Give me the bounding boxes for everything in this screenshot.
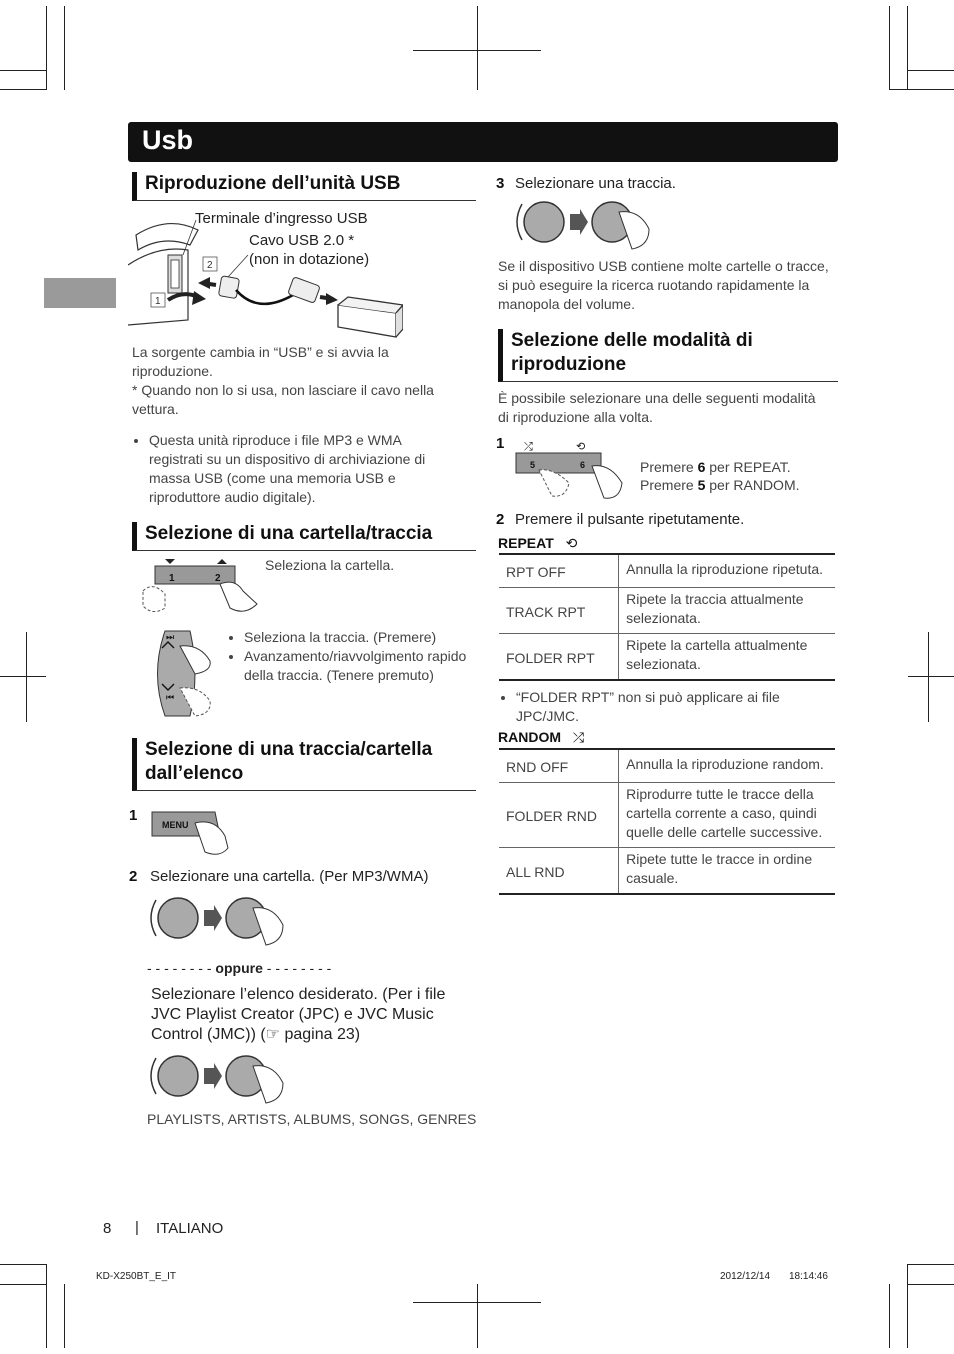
track-step-3-text: Selezionare una traccia.: [515, 175, 676, 192]
knob-rotate-press-illustration-3: [514, 194, 659, 252]
heading-folder-track: Selezione di una cartella/traccia: [132, 522, 476, 551]
source-change-text: La sorgente cambia in “USB” e si avvia la riproduzione.: [132, 344, 389, 379]
crop-mark: [908, 676, 954, 677]
folder-select-text: Seleziona la cartella.: [265, 557, 395, 573]
folder-buttons-illustration: [135, 556, 265, 616]
usb-terminal-label: Terminale d’ingresso USB: [195, 210, 368, 227]
print-date: 2012/12/14: [720, 1271, 771, 1282]
crop-mark: [413, 1302, 541, 1303]
table-row: FOLDER RND Riprodurre tutte le tracce della cartella corrente a caso, quindi quelle delle cartelle successive.: [499, 783, 835, 848]
svg-text:1: 1: [155, 296, 161, 307]
modes-step-2-text: Premere il pulsante ripetutamente.: [515, 511, 745, 528]
preset-buttons-illustration: [514, 438, 634, 500]
folder-button-1: 1: [169, 573, 175, 584]
crop-mark: [889, 1284, 890, 1348]
crop-mark: [0, 1284, 46, 1285]
footer-separator: |: [135, 1219, 139, 1236]
track-bullets: • Seleziona la traccia. (Premere) • Avanzamento/riavvolgimento rapido della traccia. (Tenere premuto): [228, 628, 468, 685]
usb-cable-note: (non in dotazione): [249, 251, 370, 268]
list-select-text: Selezionare l’elenco desiderato. (Per i file JVC Playlist Creator (JPC) e JVC Music Control (JMC)) (☞ pagina 23): [151, 986, 446, 1043]
crop-mark: [907, 6, 908, 90]
crop-mark: [889, 89, 954, 90]
preset-button-5: 5: [530, 460, 536, 470]
track-search-note: Se il dispositivo USB contiene molte cartelle o tracce, si può eseguire la ricerca ruotando rapidamente la manopola del volume.: [498, 258, 829, 312]
repeat-heading: REPEAT ⟲: [498, 535, 578, 552]
repeat-icon: ⟲: [565, 536, 578, 552]
table-row: ALL RND Ripete tutte le tracce in ordine casuale.: [499, 848, 835, 895]
model-code: KD-X250BT_E_IT: [96, 1271, 177, 1282]
footer-language: ITALIANO: [156, 1220, 224, 1237]
crop-mark: [0, 676, 46, 677]
track-step-3: 3: [496, 175, 505, 192]
repeat-mode-table: [499, 553, 835, 681]
table-row: FOLDER RPT Ripete la cartella attualmente selezionata.: [499, 634, 835, 681]
modes-intro: È possibile selezionare una delle seguenti modalità di riproduzione alla volta.: [498, 390, 816, 425]
list-step-1: 1: [129, 807, 138, 824]
crop-mark: [928, 632, 929, 722]
crop-mark: [907, 1264, 954, 1265]
random-heading: RANDOM ⤮: [498, 729, 585, 746]
heading-list-select: Selezione di una traccia/cartella dall’elenco: [132, 738, 476, 791]
page-title: Usb: [142, 125, 194, 155]
table-row: RPT OFF Annulla la riproduzione ripetuta.: [499, 554, 835, 588]
random-mode-table: [499, 748, 835, 895]
modes-step-1: 1: [496, 435, 505, 452]
track-rocker-illustration: [150, 626, 225, 721]
table-row: RND OFF Annulla la riproduzione random.: [499, 749, 835, 783]
crop-mark: [889, 6, 890, 90]
list-step-2-text: Selezionare una cartella. (Per MP3/WMA): [150, 868, 429, 885]
page-number: 8: [103, 1220, 112, 1237]
list-categories: PLAYLISTS, ARTISTS, ALBUMS, SONGS, GENRES: [147, 1111, 477, 1127]
press-5-instruction: Premere 5 per RANDOM.: [640, 477, 800, 493]
crop-mark: [907, 70, 954, 71]
print-time: 18:14:46: [789, 1271, 828, 1282]
crop-mark: [0, 89, 46, 90]
heading-usb-playback: Riproduzione dell’unità USB: [132, 172, 476, 201]
footnote-cable: * Quando non lo si usa, non lasciare il cavo nella vettura.: [132, 382, 434, 417]
crop-mark: [46, 6, 47, 90]
crop-mark: [64, 6, 65, 90]
folder-rpt-note: • “FOLDER RPT” non si può applicare ai file JPC/JMC.: [500, 688, 830, 726]
crop-mark: [907, 1284, 954, 1285]
preset-button-6: 6: [580, 460, 586, 470]
language-tab-marker: [44, 278, 116, 308]
press-6-instruction: Premere 6 per REPEAT.: [640, 459, 791, 475]
table-row: TRACK RPT Ripete la traccia attualmente selezionata.: [499, 588, 835, 634]
crop-mark: [0, 70, 46, 71]
crop-mark: [413, 50, 541, 51]
menu-button-label: MENU: [162, 820, 189, 830]
or-divider: - - - - - - - - oppure - - - - - - - -: [147, 960, 332, 976]
heading-play-modes: Selezione delle modalità di riproduzione: [498, 329, 838, 382]
page-title-bar: [128, 122, 838, 162]
svg-text:2: 2: [207, 260, 213, 271]
svg-text:⏮: ⏮: [166, 692, 175, 702]
knob-rotate-press-illustration: [148, 890, 293, 948]
knob-rotate-press-illustration-2: [148, 1048, 293, 1106]
crop-mark: [477, 1284, 478, 1348]
supported-files-note: • Questa unità riproduce i file MP3 e WMA registrati su un dispositivo di archiviazione di massa USB (come una memoria USB e riproduttore audio digitale).: [133, 431, 458, 507]
shuffle-icon: ⤮: [572, 730, 585, 746]
svg-text:⏭: ⏭: [166, 632, 175, 642]
usb-cable-label: Cavo USB 2.0 *: [249, 232, 355, 249]
modes-step-2: 2: [496, 511, 505, 528]
crop-mark: [907, 1264, 908, 1348]
crop-mark: [64, 1284, 65, 1348]
crop-mark: [26, 632, 27, 722]
folder-button-2: 2: [215, 573, 221, 584]
shuffle-icon: ⤮: [524, 440, 533, 453]
menu-button-illustration[interactable]: [150, 808, 230, 858]
repeat-icon: ⟲: [576, 440, 586, 453]
crop-mark: [477, 6, 478, 90]
crop-mark: [0, 1264, 46, 1265]
crop-mark: [46, 1264, 47, 1348]
list-step-2: 2: [129, 868, 138, 885]
